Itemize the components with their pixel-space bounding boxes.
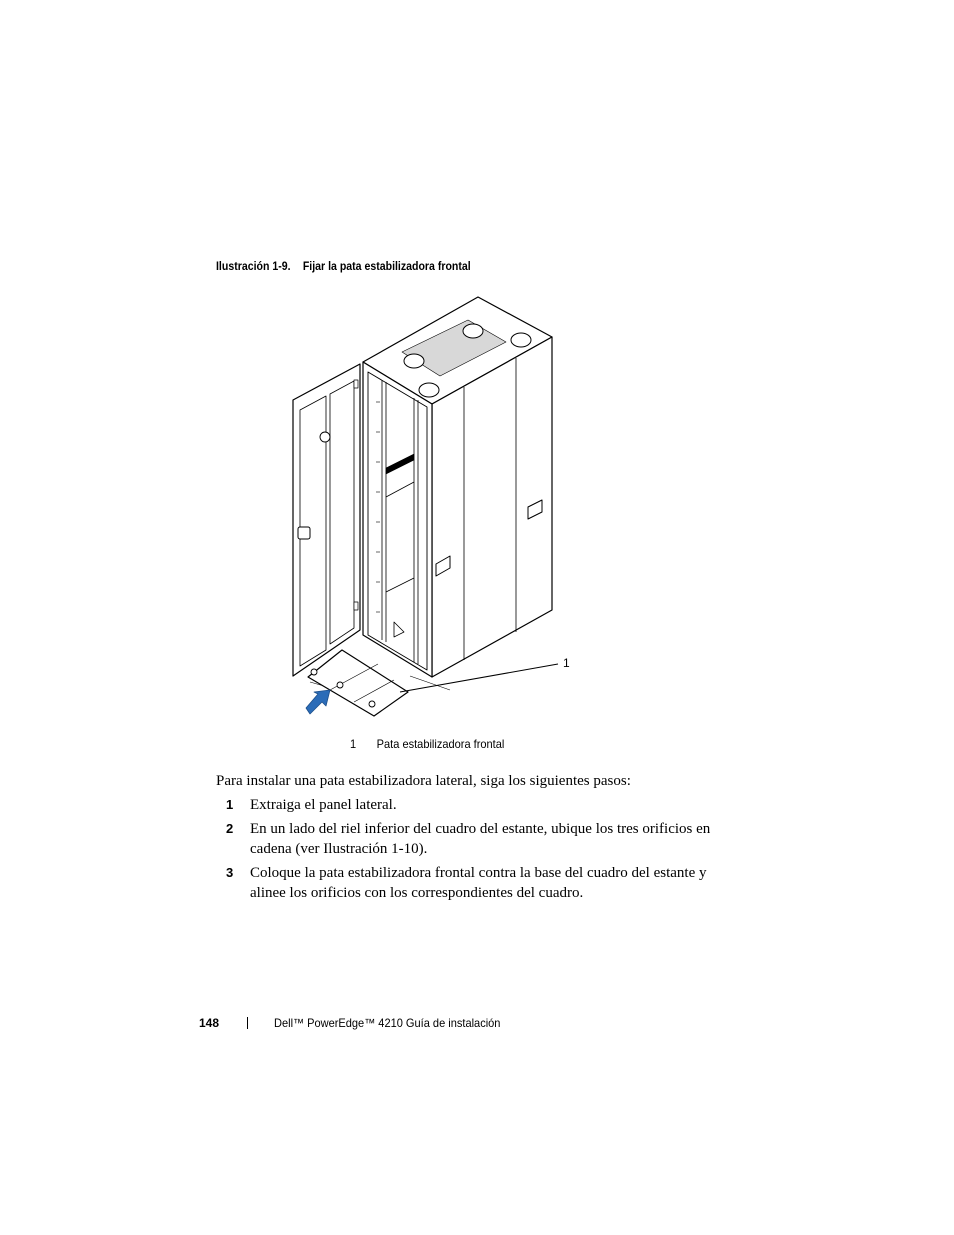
rack-top-hole	[463, 324, 483, 338]
rack-top-hole	[419, 383, 439, 397]
door-lock	[320, 432, 330, 442]
body-text	[216, 771, 726, 903]
step-item	[216, 795, 726, 815]
figure-callout-number: 1	[563, 656, 570, 670]
step-number: 3	[226, 865, 234, 880]
footer-divider	[247, 1017, 248, 1029]
door-handle	[298, 527, 310, 539]
stabilizer-screw	[337, 682, 343, 688]
stabilizer-screw	[369, 701, 375, 707]
figure-caption	[216, 259, 471, 273]
stabilizer-screw	[311, 669, 317, 675]
step-number: 2	[226, 821, 234, 836]
rack-top-hole	[404, 354, 424, 368]
figure-caption-number: Ilustración 1-9.	[216, 259, 291, 273]
stabilizer-foot	[308, 650, 408, 716]
step-number: 1	[226, 797, 234, 812]
intro-paragraph: Para instalar una pata estabilizadora lateral, siga los siguientes pasos:	[216, 773, 631, 789]
figure-caption-title: Fijar la pata estabilizadora frontal	[302, 259, 471, 273]
step-text: Extraiga el panel lateral.	[250, 797, 397, 813]
rack-top-hole	[511, 333, 531, 347]
step-item	[216, 863, 726, 903]
legend-label: Pata estabilizadora frontal	[376, 737, 505, 751]
step-text: En un lado del riel inferior del cuadro del estante, ubique los tres orificios en cadena (ver Ilustración 1-10).	[250, 821, 711, 857]
direction-arrow	[306, 690, 330, 714]
rack-illustration	[290, 292, 590, 722]
document-title: Dell™ PowerEdge™ 4210 Guía de instalación	[274, 1016, 501, 1030]
page-footer	[199, 1016, 520, 1030]
step-item	[216, 819, 726, 859]
figure-legend	[350, 737, 504, 751]
page-number: 148	[199, 1016, 220, 1030]
legend-number: 1	[350, 737, 357, 751]
step-text: Coloque la pata estabilizadora frontal contra la base del cuadro del estante y alinee los orificios con los correspondientes del cuadro.	[250, 865, 707, 901]
